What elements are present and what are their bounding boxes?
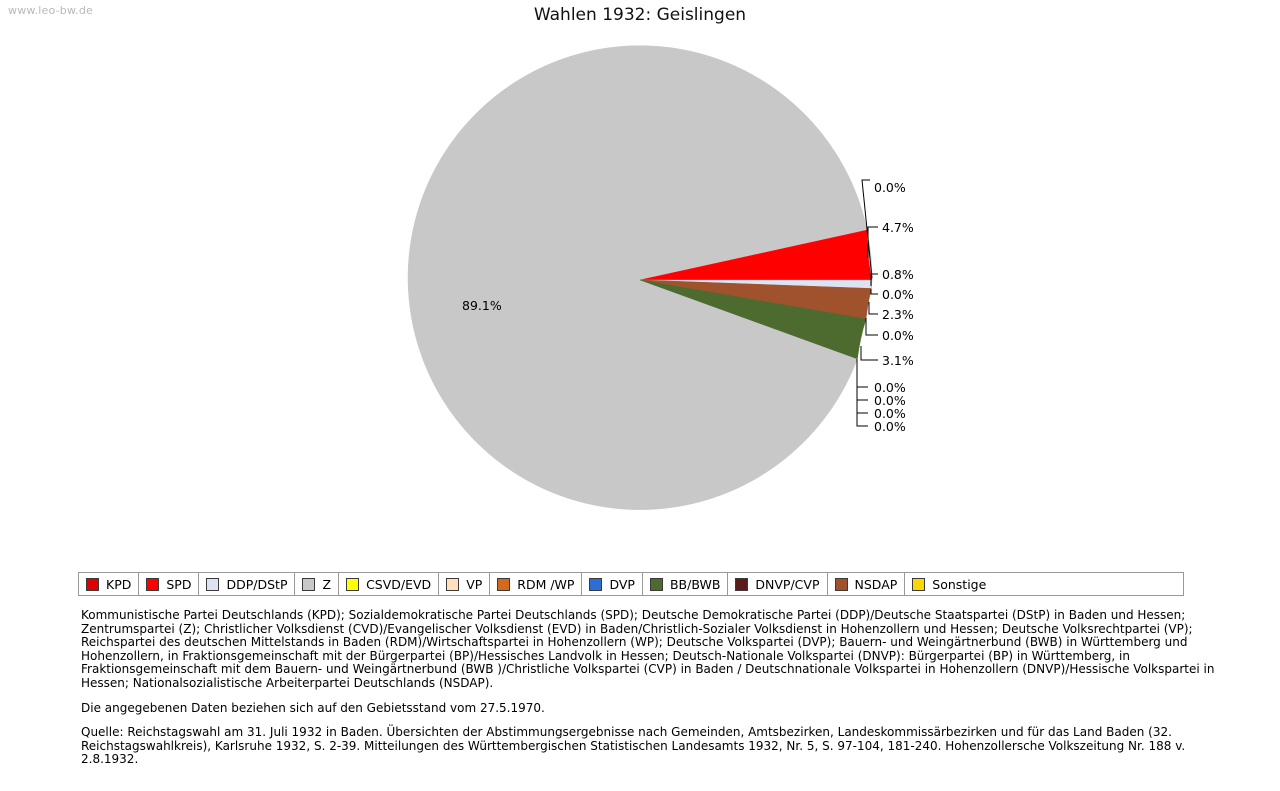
legend-label-bbbwb: BB/BWB	[669, 576, 721, 592]
legend-swatch-icon-ddp	[206, 578, 219, 591]
pie-inner-percent-label: 89.1%	[462, 298, 502, 313]
footnote-parties: Kommunistische Partei Deutschlands (KPD); Sozialdemokratische Partei Deutschlands (SPD); Deutsche Demokratische Partei (DDP)/Deutsche Staatspartei (DStP) in Baden und Hessen; Zentrumspartei (Z); Christlicher Volksdienst (CVD)/Evangelischer Volksdienst (EVD) in Baden/Christlich-Sozialer Volksdienst in Hohenzollern und Hessen; Deutsche Volksrechtpartei (VP); Reichspartei des deutschen Mittelstands in Baden (RDM)/Wirtschaftspartei in Hohenzollern (WP); Deutsche Volkspartei (DVP); Bauern- und Weingärtnerbund (BWB) in Württemberg und Hohenzollern, in Fraktionsgemeinschaft mit der Bürgerpartei (BP)/Hessisches Landvolk in Hessen; Deutsch-Nationale Volkspartei (DNVP): Bürgerpartei (BP) in Württemberg, in Fraktionsgemeinschaft mit dem Bauern- und Weingärtnerbund (BWB )/Christliche Volkspartei (CVP) in Baden / Deutschnationale Volkspartei in Hohenzollern (DNVP)/Hessische Volkspartei in Hessen; Nationalsozialistische Arbeiterpartei Deutschlands (NSDAP).	[81, 608, 1215, 690]
legend-swatch-icon-z	[302, 578, 315, 591]
pie-callout-label-1: 4.7%	[882, 220, 914, 235]
legend-label-ddp: DDP/DStP	[226, 576, 288, 592]
legend-item-ddp[interactable]	[199, 573, 295, 595]
site-watermark: www.leo-bw.de	[8, 4, 94, 17]
legend-label-vp: VP	[466, 576, 483, 592]
leader-3	[871, 289, 878, 294]
legend-swatch-icon-spd	[146, 578, 159, 591]
legend-item-kpd[interactable]	[79, 573, 139, 595]
leader-9	[857, 359, 868, 413]
legend-swatch-icon-kpd	[86, 578, 99, 591]
legend-swatch-icon-csvd	[346, 578, 359, 591]
pie-callout-label-0: 0.0%	[874, 180, 906, 195]
pie-callout-label-2: 0.8%	[882, 267, 914, 282]
legend-swatch-icon-bbbwb	[650, 578, 663, 591]
pie-callout-label-6: 3.1%	[882, 353, 914, 368]
pie-chart	[0, 30, 1280, 540]
legend-label-sonstige: Sonstige	[932, 576, 987, 592]
legend-item-sonstige[interactable]	[905, 573, 993, 595]
pie-callout-label-10: 0.0%	[874, 419, 906, 434]
legend-label-csvd: CSVD/EVD	[366, 576, 432, 592]
legend-label-kpd: KPD	[106, 576, 132, 592]
legend-item-dnvp[interactable]	[728, 573, 827, 595]
legend-swatch-icon-dvp	[589, 578, 602, 591]
legend-label-spd: SPD	[166, 576, 192, 592]
pie-callout-label-5: 0.0%	[882, 328, 914, 343]
legend-item-rdm[interactable]	[490, 573, 582, 595]
legend-label-nsdap: NSDAP	[854, 576, 898, 592]
legend-swatch-icon-rdm	[497, 578, 510, 591]
legend-item-bbbwb[interactable]	[643, 573, 728, 595]
leader-6	[861, 346, 878, 360]
pie-callout-label-4: 2.3%	[882, 307, 914, 322]
legend-swatch-icon-dnvp	[735, 578, 748, 591]
pie-callout-label-3: 0.0%	[882, 287, 914, 302]
leader-4	[869, 302, 878, 314]
legend-label-z: Z	[322, 576, 332, 592]
legend-label-dvp: DVP	[609, 576, 635, 592]
footnote-territory: Die angegebenen Daten beziehen sich auf den Gebietsstand vom 27.5.1970.	[81, 700, 545, 715]
legend-item-z[interactable]	[295, 573, 339, 595]
legend-item-vp[interactable]	[439, 573, 490, 595]
leader-8	[857, 359, 868, 400]
pie-callout-label-9: 0.0%	[874, 406, 906, 421]
legend-label-rdm: RDM /WP	[517, 576, 575, 592]
chart-title: Wahlen 1932: Geislingen	[533, 5, 747, 25]
legend-swatch-icon-vp	[446, 578, 459, 591]
legend-item-csvd[interactable]	[339, 573, 439, 595]
legend-swatch-icon-sonstige	[912, 578, 925, 591]
pie-svg	[0, 30, 1280, 540]
leader-7	[857, 359, 868, 387]
pie-callout-label-8: 0.0%	[874, 393, 906, 408]
pie-slices	[408, 46, 872, 510]
legend-label-dnvp: DNVP/CVP	[755, 576, 820, 592]
legend-item-spd[interactable]	[139, 573, 199, 595]
legend-item-nsdap[interactable]	[828, 573, 906, 595]
chart-footnotes	[81, 609, 1231, 767]
legend-swatch-icon-nsdap	[835, 578, 848, 591]
leader-5	[866, 318, 878, 335]
footnote-source: Quelle: Reichstagswahl am 31. Juli 1932 in Baden. Übersichten der Abstimmungsergebnisse nach Gemeinden, Amtsbezirken, Landeskommissärbezirken und für das Land Baden (32. Reichstagswahlkreis), Karlsruhe 1932, S. 2-39. Mitteilungen des Württembergischen Statistischen Landesamts 1932, Nr. 5, S. 97-104, 181-240. Hohenzollersche Volkszeitung Nr. 188 v. 2.8.1932.	[81, 725, 1186, 767]
chart-legend	[78, 572, 1184, 596]
pie-callout-label-7: 0.0%	[874, 380, 906, 395]
legend-item-dvp[interactable]	[582, 573, 643, 595]
leader-10	[857, 359, 868, 426]
